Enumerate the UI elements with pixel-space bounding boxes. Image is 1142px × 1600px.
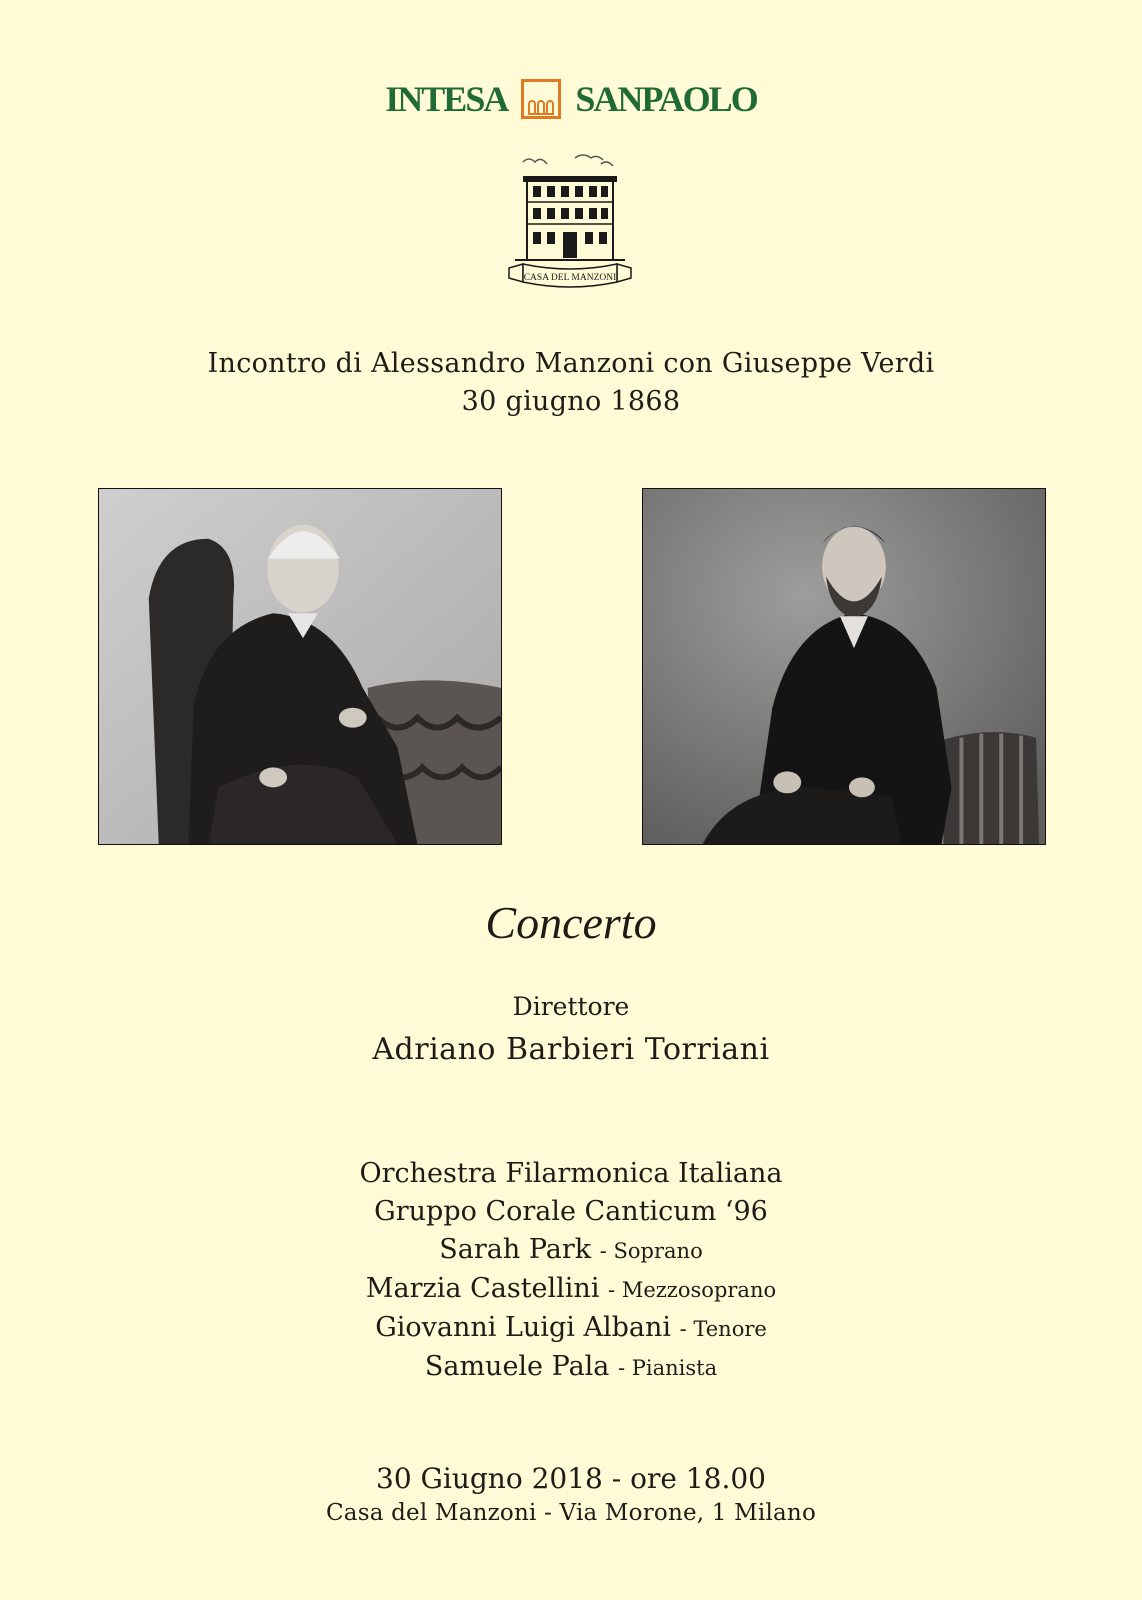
conductor-label: Direttore: [512, 992, 630, 1021]
arches-icon: [526, 90, 556, 116]
performer-line: [0, 1270, 1142, 1309]
portrait-manzoni-photo: [98, 488, 502, 845]
sponsor-logo: [0, 78, 1142, 120]
performers-list: [0, 1155, 1142, 1387]
event-datetime: 30 Giugno 2018 - ore 18.00: [376, 1462, 766, 1495]
portrait-verdi-photo: [642, 488, 1046, 845]
performer-line: [0, 1155, 1142, 1193]
concert-heading: Concerto: [485, 897, 657, 948]
sponsor-logo-right-word: SANPAOLO: [575, 79, 757, 119]
portrait-verdi-image: [643, 489, 1045, 844]
performer-name: Orchestra Filarmonica Italiana: [359, 1158, 783, 1189]
performer-line: [0, 1231, 1142, 1270]
performer-name: Giovanni Luigi Albani: [375, 1312, 671, 1343]
sponsor-logo-arches-icon: [521, 79, 561, 119]
building-icon: [505, 152, 635, 292]
conductor-name: Adriano Barbieri Torriani: [372, 1032, 770, 1067]
performer-line: [0, 1309, 1142, 1348]
performer-name: Sarah Park: [439, 1234, 592, 1265]
performer-name: Samuele Pala: [424, 1351, 610, 1382]
performer-line: [0, 1193, 1142, 1231]
event-title: Incontro di Alessandro Manzoni con Giuseppe Verdi: [207, 348, 935, 379]
performer-name: Gruppo Corale Canticum ‘96: [374, 1196, 768, 1227]
performer-role: - Soprano: [599, 1239, 703, 1263]
sponsor-logo-left-word: INTESA: [385, 79, 508, 119]
event-headline: [0, 345, 1142, 421]
performer-role: - Mezzosoprano: [608, 1278, 777, 1302]
performer-role: - Tenore: [679, 1317, 767, 1341]
event-venue: Casa del Manzoni - Via Morone, 1 Milano: [326, 1500, 816, 1526]
event-historic-date: 30 giugno 1868: [461, 386, 681, 417]
casa-del-manzoni-emblem: [505, 152, 635, 292]
emblem-caption: CASA DEL MANZONI: [523, 273, 617, 283]
performer-line: [0, 1348, 1142, 1387]
portrait-manzoni-image: [99, 489, 501, 844]
performer-role: - Pianista: [618, 1356, 718, 1380]
performer-name: Marzia Castellini: [365, 1273, 600, 1304]
